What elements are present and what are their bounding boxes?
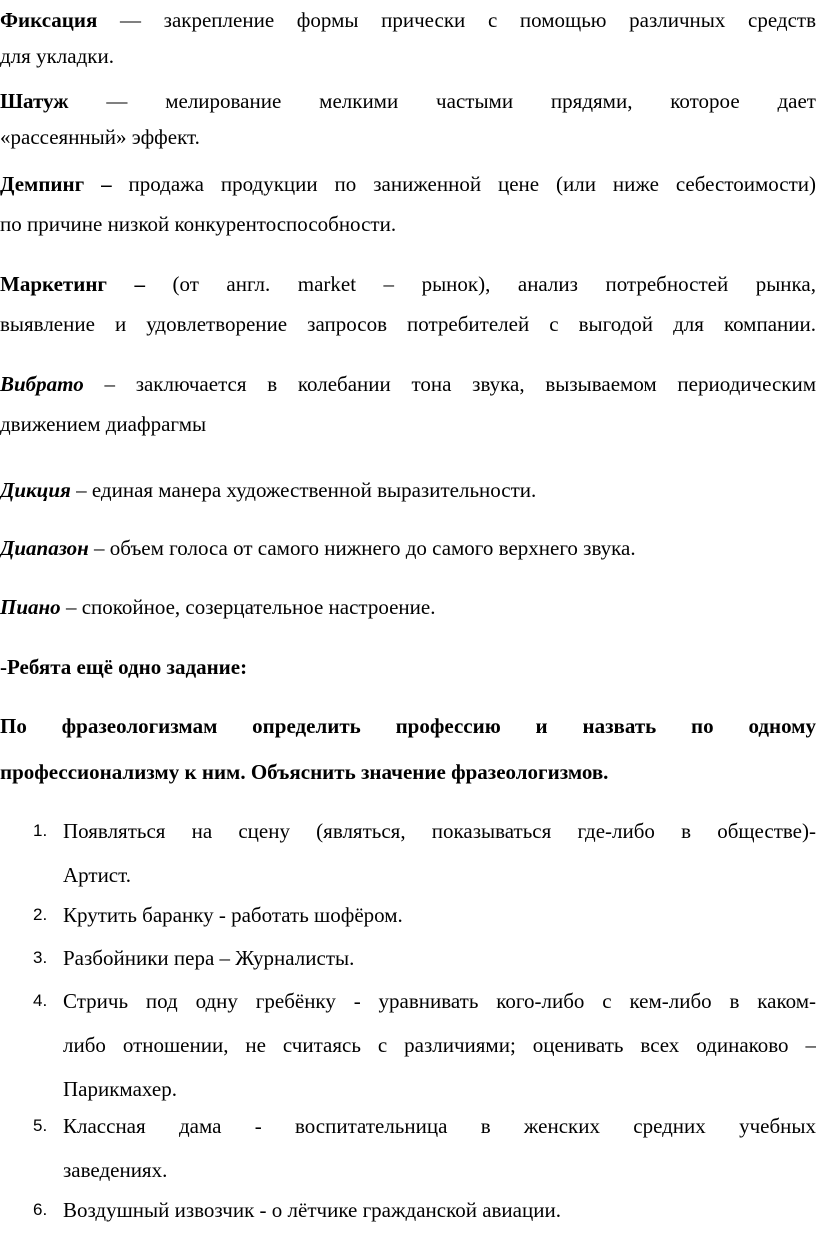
definition-vibrato: Вибрато – заключается в колебании тона звука, вызываемом периодическим движением диафрагмы: [0, 372, 816, 436]
document-page: Фиксация — закрепление формы прически с помощью различных средств для укладки. Шатуж — мелирование мелкими частыми прядями, которое дает «рассеянный» эффект. Демпинг – продажа продукции по заниженной цене (или ниже себестоимости) по причине низкой конкурентоспособности. Маркетинг – (от англ. market – рынок), анализ потребностей рынка, выявление и удовлетворение запросов потребителей с выгодой для компании. Вибрато – заключается в колебании тона звука, вызываемом периодическим движением диафрагмы Дикция – единая манера художественной выразительности. Диапазон – объем голоса от самого нижнего до самого верхнего звука. Пиано – спокойное, созерцательное настроение. -Ребята ещё одно задание: По фразеологизмам определить профессию и назвать по одному профессионализму к ним. Объяснить значение фразеологизмов. 1. Появляться на сцену (являться, показываться где-либо в обществе)- Артист. 2. Крутить баранку - работать шофёром. 3. Разбойники пера – Журналисты. 4. Стричь под одну гребёнку - уравнивать кого-либо с кем-либо в каком- либо отношении, не считаясь с различиями; оценивать всех одинаково – Парикмахер. 5. Классная дама - воспитательница в женских средних учебных заведениях. 6. Воздушный извозчик - о лётчике гражданской авиации.: [0, 0, 816, 1255]
term: Демпинг –: [0, 172, 112, 196]
list-number: 2.: [33, 905, 48, 924]
definition-range: Диапазон – объем голоса от самого нижнего до самого верхнего звука.: [0, 536, 636, 560]
term: Дикция: [0, 478, 71, 502]
definition-diction: Дикция – единая манера художественной выразительности.: [0, 478, 537, 502]
term: Вибрато: [0, 372, 84, 396]
list-number: 6.: [33, 1200, 48, 1219]
task-description: По фразеологизмам определить профессию и назвать по одному профессионализму к ним. Объяснить значение фразеологизмов.: [0, 714, 816, 784]
list-number: 1.: [33, 821, 48, 840]
definition-fixation: Фиксация — закрепление формы прически с помощью различных средств для укладки.: [0, 8, 816, 68]
task-intro: -Ребята ещё одно задание:: [0, 655, 248, 679]
definition-dumping: Демпинг – продажа продукции по заниженной цене (или ниже себестоимости) по причине низкой конкурентоспособности.: [0, 172, 816, 236]
term: Шатуж: [0, 89, 69, 113]
term: Диапазон: [0, 536, 89, 560]
definition-piano: Пиано – спокойное, созерцательное настроение.: [0, 595, 436, 619]
term: Фиксация: [0, 8, 98, 32]
definition-shatush: Шатуж — мелирование мелкими частыми прядями, которое дает «рассеянный» эффект.: [0, 89, 816, 149]
list-number: 5.: [33, 1116, 48, 1135]
term: Маркетинг –: [0, 272, 145, 296]
list-number: 3.: [33, 948, 48, 967]
definition-marketing: Маркетинг – (от англ. market – рынок), анализ потребностей рынка, выявление и удовлетворение запросов потребителей с выгодой для компании.: [0, 272, 816, 336]
term: Пиано: [0, 595, 61, 619]
list-number: 4.: [33, 991, 48, 1010]
